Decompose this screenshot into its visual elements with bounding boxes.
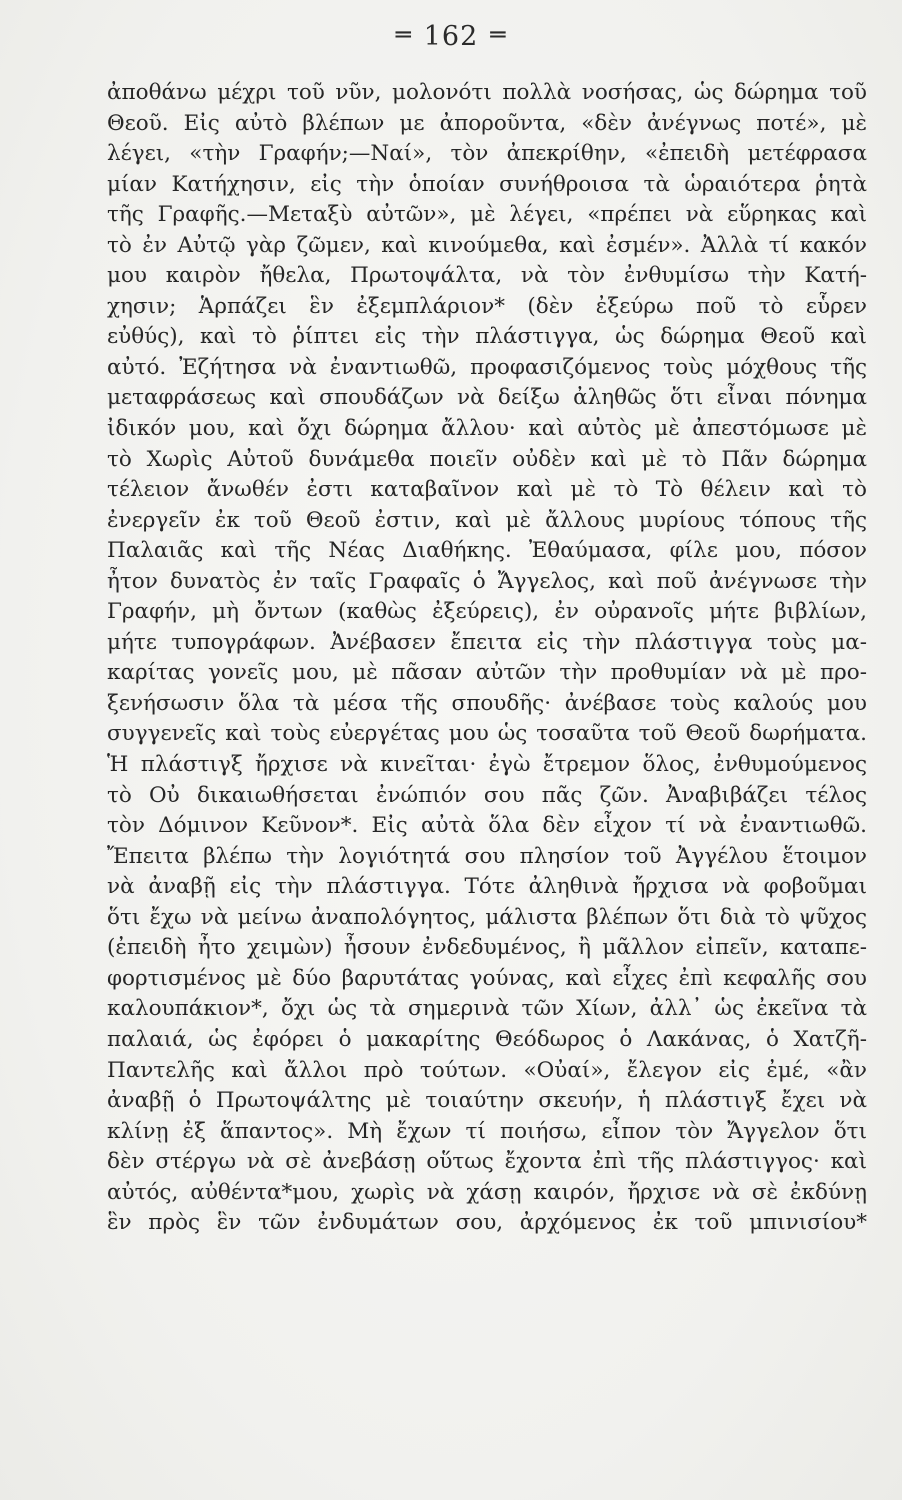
text-line: φορτισμένος μὲ δύο βαρυτάτας γούνας, καὶ εἶχες ἐπὶ κεφαλῆς σου — [107, 965, 867, 991]
text-line: μήτε τυπογράφων. Ἀνέβασεν ἔπειτα εἰς τὴν πλάστιγγα τοὺς μα- — [107, 629, 867, 655]
text-line — [107, 1239, 867, 1270]
header-rule-left: ═ — [395, 20, 412, 49]
text-line: εὐθύς), καὶ τὸ ῥίπτει εἰς τὴν πλάστιγγα, ὡς δώρημα Θεοῦ καὶ — [107, 324, 867, 350]
text-line: (ἐπειδὴ ἦτο χειμὼν) ἦσουν ἐνδεδυμένος, ἢ μᾶλλον εἰπεῖν, καταπε- — [107, 935, 867, 961]
text-line: καρίτας γονεῖς μου, μὲ πᾶσαν αὐτῶν τὴν προθυμίαν νὰ μὲ προ- — [107, 660, 867, 686]
header-rule-right: ═ — [490, 20, 507, 49]
text-line: παλαιά, ὡς ἐφόρει ὁ μακαρίτης Θεόδωρος ὁ Λακάνας, ὁ Χατζῆ- — [107, 1026, 867, 1052]
text-line: ἦτον δυνατὸς ἐν ταῖς Γραφαῖς ὁ Ἄγγελος, καὶ ποῦ ἀνέγνωσε τὴν — [107, 568, 867, 594]
page-header — [0, 20, 902, 52]
text-line: χησιν; Ἁρπάζει ἓν ἐξεμπλάριον* (δὲν ἐξεύρω ποῦ τὸ εὗρεν — [107, 293, 867, 319]
text-line: δὲν στέργω νὰ σὲ ἀνεβάσῃ οὕτως ἔχοντα ἐπὶ τῆς πλάστιγγος· καὶ — [107, 1149, 867, 1175]
text-line: συγγενεῖς καὶ τοὺς εὐεργέτας μου ὡς τοσαῦτα τοῦ Θεοῦ δωρήματα. — [107, 721, 867, 747]
text-line: ξενήσωσιν ὅλα τὰ μέσα τῆς σπουδῆς· ἀνέβασε τοὺς καλούς μου — [107, 690, 867, 716]
text-line: ἀποθάνω μέχρι τοῦ νῦν, μολονότι πολλὰ νοσήσας, ὡς δώρημα τοῦ — [107, 80, 867, 105]
text-line: κλίνῃ ἐξ ἅπαντος». Μὴ ἔχων τί ποιήσω, εἶπον τὸν Ἄγγελον ὅτι — [107, 1118, 867, 1144]
text-line: τὸ Οὐ δικαιωθήσεται ἐνώπιόν σου πᾶς ζῶν. Ἀναβιβάζει τέλος — [107, 782, 867, 808]
text-line: τὸ Χωρὶς Αὐτοῦ δυνάμεθα ποιεῖν οὐδὲν καὶ μὲ τὸ Πᾶν δώρημα — [107, 446, 867, 472]
text-line: Γραφήν, μὴ ὄντων (καθὼς ἐξεύρεις), ἐν οὐρανοῖς μήτε βιβλίων, — [107, 599, 867, 625]
text-line: Παλαιᾶς καὶ τῆς Νέας Διαθήκης. Ἐθαύμασα, φίλε μου, πόσον — [107, 538, 867, 564]
text-line: λέγει, «τὴν Γραφήν;—Ναί», τὸν ἀπεκρίθην, «ἐπειδὴ μετέφρασα — [107, 141, 867, 167]
text-line: μίαν Κατήχησιν, εἰς τὴν ὁποίαν συνήθροισα τὰ ὡραιότερα ῥητὰ — [107, 171, 867, 197]
text-line: Θεοῦ. Εἰς αὐτὸ βλέπων με ἀποροῦντα, «δὲν ἀνέγνως ποτέ», μὲ — [107, 110, 867, 136]
text-line: καλουπάκιον*, ὄχι ὡς τὰ σημερινὰ τῶν Χίων, ἀλλ᾽ ὡς ἐκεῖνα τὰ — [107, 996, 867, 1022]
text-line: αὐτός, αὐθέντα*μου, χωρὶς νὰ χάσῃ καιρόν, ἤρχισε νὰ σὲ ἐκδύνῃ — [107, 1179, 867, 1205]
text-line: ἀναβῇ ὁ Πρωτοψάλτης μὲ τοιαύτην σκευήν, ἡ πλάστιγξ ἔχει νὰ — [107, 1088, 867, 1114]
text-line: αὐτό. Ἐζήτησα νὰ ἐναντιωθῶ, προφασιζόμενος τοὺς μόχθους τῆς — [107, 354, 867, 380]
text-line: τῆς Γραφῆς.—Μεταξὺ αὐτῶν», μὲ λέγει, «πρέπει νὰ εὕρηκας καὶ — [107, 202, 867, 228]
text-line: τὸ ἐν Αὐτῷ γὰρ ζῶμεν, καὶ κινούμεθα, καὶ ἐσμέν». Ἀλλὰ τί κακόν — [107, 232, 867, 258]
text-line: ὅτι ἔχω νὰ μείνω ἀναπολόγητος, μάλιστα βλέπων ὅτι διὰ τὸ ψῦχος — [107, 904, 867, 930]
text-line: Ἡ πλάστιγξ ἤρχισε νὰ κινεῖται· ἐγὼ ἔτρεμον ὅλος, ἐνθυμούμενος — [107, 752, 867, 778]
text-line: μεταφράσεως καὶ σπουδάζων νὰ δείξω ἀληθῶς ὅτι εἶναι πόνημα — [107, 385, 867, 411]
text-line: τέλειον ἄνωθέν ἐστι καταβαῖνον καὶ μὲ τὸ Τὸ θέλειν καὶ τὸ — [107, 477, 867, 503]
text-line: τὸν Δόμινον Κεῦνον*. Εἰς αὐτὰ ὅλα δὲν εἶχον τί νὰ ἐναντιωθῶ. — [107, 813, 867, 839]
text-line: μου καιρὸν ἤθελα, Πρωτοψάλτα, νὰ τὸν ἐνθυμίσω τὴν Κατή- — [107, 263, 867, 289]
text-line: ἰδικόν μου, καὶ ὄχι δώρημα ἄλλου· καὶ αὐτὸς μὲ ἀπεστόμωσε μὲ — [107, 416, 867, 442]
text-line: Ἔπειτα βλέπω τὴν λογιότητά σου πλησίον τοῦ Ἀγγέλου ἕτοιμον — [107, 843, 867, 869]
body-text — [107, 78, 867, 1269]
text-line: Παντελῆς καὶ ἄλλοι πρὸ τούτων. «Οὐαί», ἔλεγον εἰς ἐμέ, «ἂν — [107, 1057, 867, 1083]
text-line: ἐνεργεῖν ἐκ τοῦ Θεοῦ ἐστιν, καὶ μὲ ἄλλους μυρίους τόπους τῆς — [107, 507, 867, 533]
text-line: νὰ ἀναβῇ εἰς τὴν πλάστιγγα. Τότε ἀληθινὰ ἤρχισα νὰ φοβοῦμαι — [107, 874, 867, 900]
page-number: 162 — [423, 21, 479, 52]
text-line: ἓν πρὸς ἓν τῶν ἐνδυμάτων σου, ἀρχόμενος ἐκ τοῦ μπινισίου* — [107, 1210, 867, 1236]
